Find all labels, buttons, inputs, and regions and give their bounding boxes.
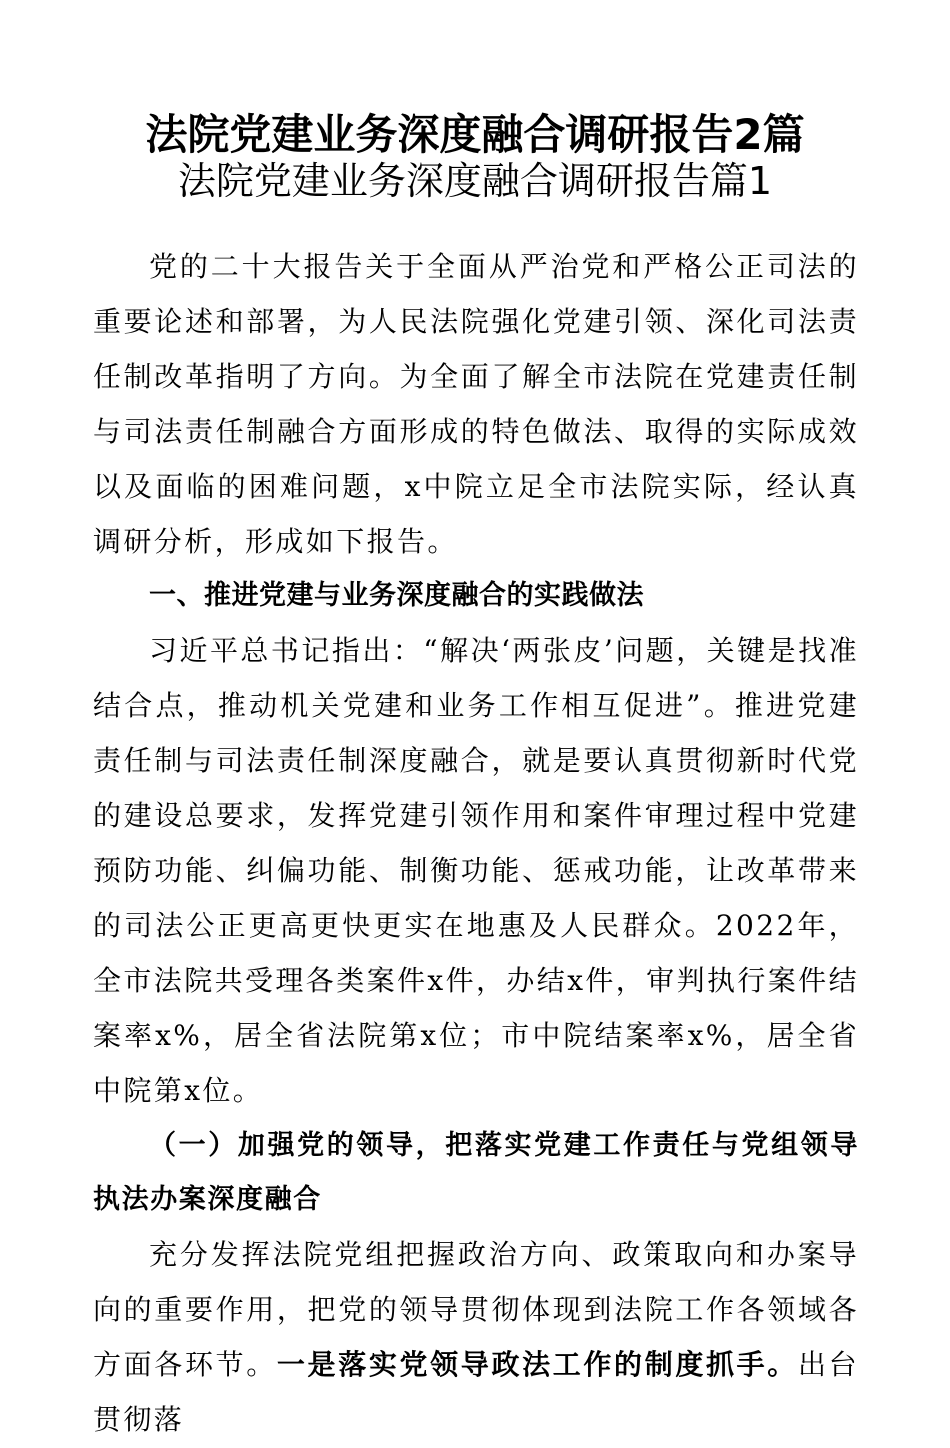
paragraph-leadership-bold: 一是落实党领导政法工作的制度抓手。 (276, 1348, 798, 1382)
document-body (93, 240, 859, 1448)
paragraph-leadership (93, 1228, 859, 1448)
section-heading-1: 一、推进党建与业务深度融合的实践做法 (149, 580, 644, 612)
document-subtitle: 法院党建业务深度融合调研报告篇1 (177, 159, 773, 203)
paragraph-intro: 党的二十大报告关于全面从严治党和严格公正司法的重要论述和部署，为人民法院强化党建引领、深化司法责任制改革指明了方向。为全面了解全市法院在党建责任制与司法责任制融合方面形成的特色做法、取得的实际成效以及面临的困难问题，x中院立足全市法院实际，经认真调研分析，形成如下报告。 (93, 250, 859, 558)
subsection-heading-1: （一）加强党的领导，把落实党建工作责任与党组领导执法办案深度融合 (93, 1129, 859, 1216)
paragraph-leadership-start: 充分发挥法院党组把握政治方向、政策取向和办案导向的重要作用，把党的领导贯彻体现到法院工作各领域各方面各环节。 (93, 1238, 859, 1382)
paragraph-leadership-end: 出台贯彻落 (93, 1348, 859, 1437)
paragraph-practice: 习近平总书记指出：“解决‘两张皮’问题，关键是找准结合点，推动机关党建和业务工作相互促进”。推进党建责任制与司法责任制深度融合，就是要认真贯彻新时代党的建设总要求，发挥党建引领作用和案件审理过程中党建预防功能、纠偏功能、制衡功能、惩戒功能，让改革带来的司法公正更高更快更实在地惠及人民群众。2022年，全市法院共受理各类案件x件，办结x件，审判执行案件结案率x%，居全省法院第x位；市中院结案率x%，居全省中院第x位。 (93, 634, 859, 1107)
document-title: 法院党建业务深度融合调研报告2篇 (145, 110, 805, 159)
